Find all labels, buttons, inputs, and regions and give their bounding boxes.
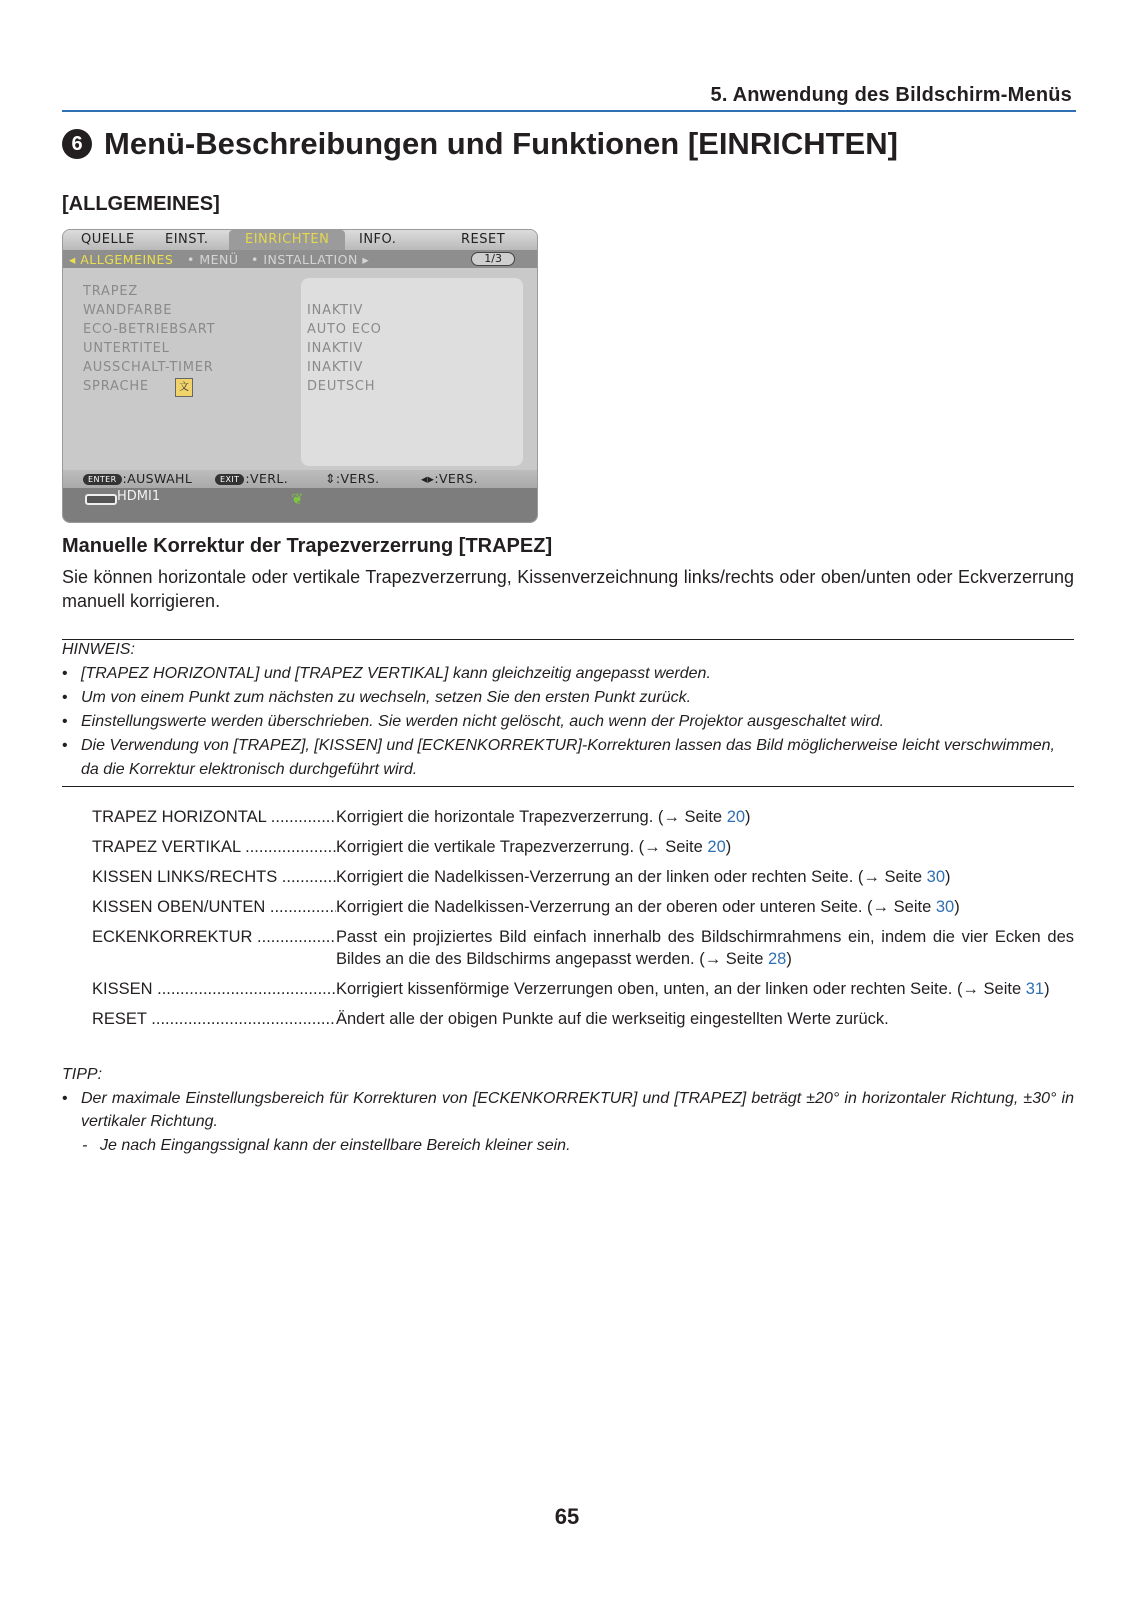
section-title-text: Menü-Beschreibungen und Funktionen [EINRICHTEN] xyxy=(104,126,898,161)
osd-subtab-allgemeines[interactable]: ◂ ALLGEMEINES xyxy=(69,252,174,267)
definition-row xyxy=(92,896,1074,918)
note-label: HINWEIS: xyxy=(62,641,135,658)
osd-help-exit xyxy=(215,471,288,486)
definition-term: KISSEN OBEN/UNTEN ..... xyxy=(92,896,336,918)
definition-row xyxy=(92,806,1074,828)
osd-subtab-bar xyxy=(63,250,537,268)
osd-tab-einst[interactable]: EINST. xyxy=(165,232,209,247)
osd-item-untertitel[interactable]: UNTERTITEL xyxy=(83,341,170,356)
definition-term: RESET ..... xyxy=(92,1008,336,1030)
page-reference-link[interactable]: 30 xyxy=(926,868,945,886)
note-item: • [TRAPEZ HORIZONTAL] und [TRAPEZ VERTIKAL] kann gleichzeitig angepasst werden. xyxy=(62,662,1074,686)
definition-term: TRAPEZ HORIZONTAL ..... xyxy=(92,806,336,828)
osd-tab-bar xyxy=(63,230,537,250)
tip-subitem: - Je nach Eingangssignal kann der einstellbare Bereich kleiner sein. xyxy=(62,1134,1074,1158)
definition-desc xyxy=(336,1008,1074,1030)
tip-item: • Der maximale Einstellungsbereich für Korrekturen von [ECKENKORREKTUR] und [TRAPEZ] beträgt ±20° in horizontaler Richtung, ±30° in vertikaler Richtung. xyxy=(62,1087,1074,1134)
definition-desc xyxy=(336,896,1074,918)
trapez-heading: Manuelle Korrektur der Trapezverzerrung [TRAPEZ] xyxy=(62,535,553,557)
page-reference-link[interactable]: 28 xyxy=(767,950,787,968)
subsection-title: [ALLGEMEINES] xyxy=(62,193,220,215)
hdmi-connector-icon xyxy=(85,494,117,505)
definition-close: ) xyxy=(745,808,751,826)
osd-help-bar xyxy=(63,470,537,488)
definition-term: TRAPEZ VERTIKAL ..... xyxy=(92,836,336,858)
osd-source-label: HDMI1 xyxy=(117,489,161,504)
definition-close: ) xyxy=(954,898,960,916)
osd-help-updown: ⇕:VERS. xyxy=(325,471,380,486)
eco-leaf-icon: ❦ xyxy=(291,490,304,508)
correction-definition-list xyxy=(92,806,1074,1038)
osd-page-indicator: 1/3 xyxy=(471,252,515,266)
definition-close: ) xyxy=(786,950,792,968)
osd-menu-screenshot xyxy=(62,229,538,523)
page-reference-link[interactable]: 31 xyxy=(1025,980,1045,998)
note-block xyxy=(62,638,1074,782)
tip-label: TIPP: xyxy=(62,1066,103,1083)
osd-subtab-menu[interactable]: • MENÜ xyxy=(187,252,239,267)
osd-help-exit-label: :VERL. xyxy=(245,471,289,486)
osd-tab-einrichten[interactable]: EINRICHTEN xyxy=(229,230,345,250)
tip-block xyxy=(62,1063,1074,1157)
definition-close: ) xyxy=(725,838,732,856)
osd-value-wandfarbe: INAKTIV xyxy=(307,303,364,318)
page-reference-link[interactable]: 30 xyxy=(935,898,955,916)
osd-subtab-installation[interactable]: • INSTALLATION ▸ xyxy=(251,252,370,267)
osd-item-trapez[interactable]: TRAPEZ xyxy=(83,284,139,299)
osd-status-bar xyxy=(63,488,537,522)
note-item: • Einstellungswerte werden überschrieben. Sie werden nicht gelöscht, auch wenn der Projektor ausgeschaltet wird. xyxy=(62,710,1074,734)
osd-item-sprache[interactable]: SPRACHE xyxy=(83,379,149,394)
definition-desc-text: Passt ein projiziertes Bild einfach innerhalb des Bildschirmrahmens ein, indem die vier Ecken des Bildes an die des Bildschirms angepasst werden. (→ Seite xyxy=(336,928,1074,968)
language-icon: 文 xyxy=(175,378,193,397)
definition-close: ) xyxy=(945,868,951,886)
osd-body xyxy=(63,268,537,470)
note-item: • Um von einem Punkt zum nächsten zu wechseln, setzen Sie den ersten Punkt zurück. xyxy=(62,686,1074,710)
osd-help-enter xyxy=(83,471,192,486)
exit-key-icon: EXIT xyxy=(215,474,244,485)
osd-value-eco-betriebsart: AUTO ECO xyxy=(307,322,382,337)
section-title xyxy=(62,126,898,162)
osd-tab-reset[interactable]: RESET xyxy=(461,232,506,247)
chapter-rule xyxy=(62,110,1076,112)
osd-item-eco-betriebsart[interactable]: ECO-BETRIEBSART xyxy=(83,322,216,337)
definition-term: KISSEN ..... xyxy=(92,978,336,1000)
enter-key-icon: ENTER xyxy=(83,474,122,485)
osd-item-wandfarbe[interactable]: WANDFARBE xyxy=(83,303,173,318)
definition-desc-text: Korrigiert kissenförmige Verzerrungen oben, unten, an der linken oder rechten Seite. (→ Seite xyxy=(336,980,1026,998)
osd-tab-info[interactable]: INFO. xyxy=(359,232,397,247)
definition-desc-text: Korrigiert die Nadelkissen-Verzerrung an der linken oder rechten Seite. (→ Seite xyxy=(336,868,927,886)
definition-desc xyxy=(336,836,1074,858)
osd-value-sprache: DEUTSCH xyxy=(307,379,376,394)
section-number-badge: 6 xyxy=(62,129,92,159)
page-number: 65 xyxy=(554,1504,580,1529)
trapez-intro: Sie können horizontale oder vertikale Trapezverzerrung, Kissenverzeichnung links/rechts oder oben/unten oder Eckverzerrung manuell korrigieren. xyxy=(62,567,1074,611)
osd-help-leftright: ◂▸:VERS. xyxy=(421,471,479,486)
definition-desc-text: Ändert alle der obigen Punkte auf die werkseitig eingestellten Werte zurück. xyxy=(336,1010,889,1028)
definition-row xyxy=(92,866,1074,888)
osd-item-ausschalt-timer[interactable]: AUSSCHALT-TIMER xyxy=(83,360,214,375)
definition-desc xyxy=(336,978,1074,1000)
definition-term: ECKENKORREKTUR ..... xyxy=(92,926,336,970)
chapter-heading: 5. Anwendung des Bildschirm-Menüs xyxy=(710,84,1072,106)
definition-row xyxy=(92,1008,1074,1030)
osd-help-enter-label: :AUSWAHL xyxy=(122,471,193,486)
definition-row xyxy=(92,978,1074,1000)
definition-desc-text: Korrigiert die Nadelkissen-Verzerrung an der oberen oder unteren Seite. (→ Seite xyxy=(336,898,936,916)
page-reference-link[interactable]: 20 xyxy=(726,808,746,826)
definition-desc xyxy=(336,866,1074,888)
definition-term: KISSEN LINKS/RECHTS ..... xyxy=(92,866,336,888)
note-item: • Die Verwendung von [TRAPEZ], [KISSEN] und [ECKENKORREKTUR]-Korrekturen lassen das Bild möglicherweise leicht verschwimmen, da die Korrektur elektronisch durchgeführt wird. xyxy=(62,734,1074,782)
definition-desc xyxy=(336,926,1074,970)
osd-value-untertitel: INAKTIV xyxy=(307,341,364,356)
definition-row xyxy=(92,836,1074,858)
osd-value-ausschalt-timer: INAKTIV xyxy=(307,360,364,375)
definition-desc-text: Korrigiert die vertikale Trapezverzerrung. (→ Seite xyxy=(336,838,708,856)
definition-row xyxy=(92,926,1074,970)
note-list xyxy=(62,662,1074,782)
note-bottom-rule xyxy=(62,786,1074,787)
definition-close: ) xyxy=(1044,980,1050,998)
definition-desc xyxy=(336,806,1074,828)
osd-tab-quelle[interactable]: QUELLE xyxy=(81,232,135,247)
definition-desc-text: Korrigiert die horizontale Trapezverzerrung. (→ Seite xyxy=(336,808,727,826)
page-reference-link[interactable]: 20 xyxy=(707,838,726,856)
